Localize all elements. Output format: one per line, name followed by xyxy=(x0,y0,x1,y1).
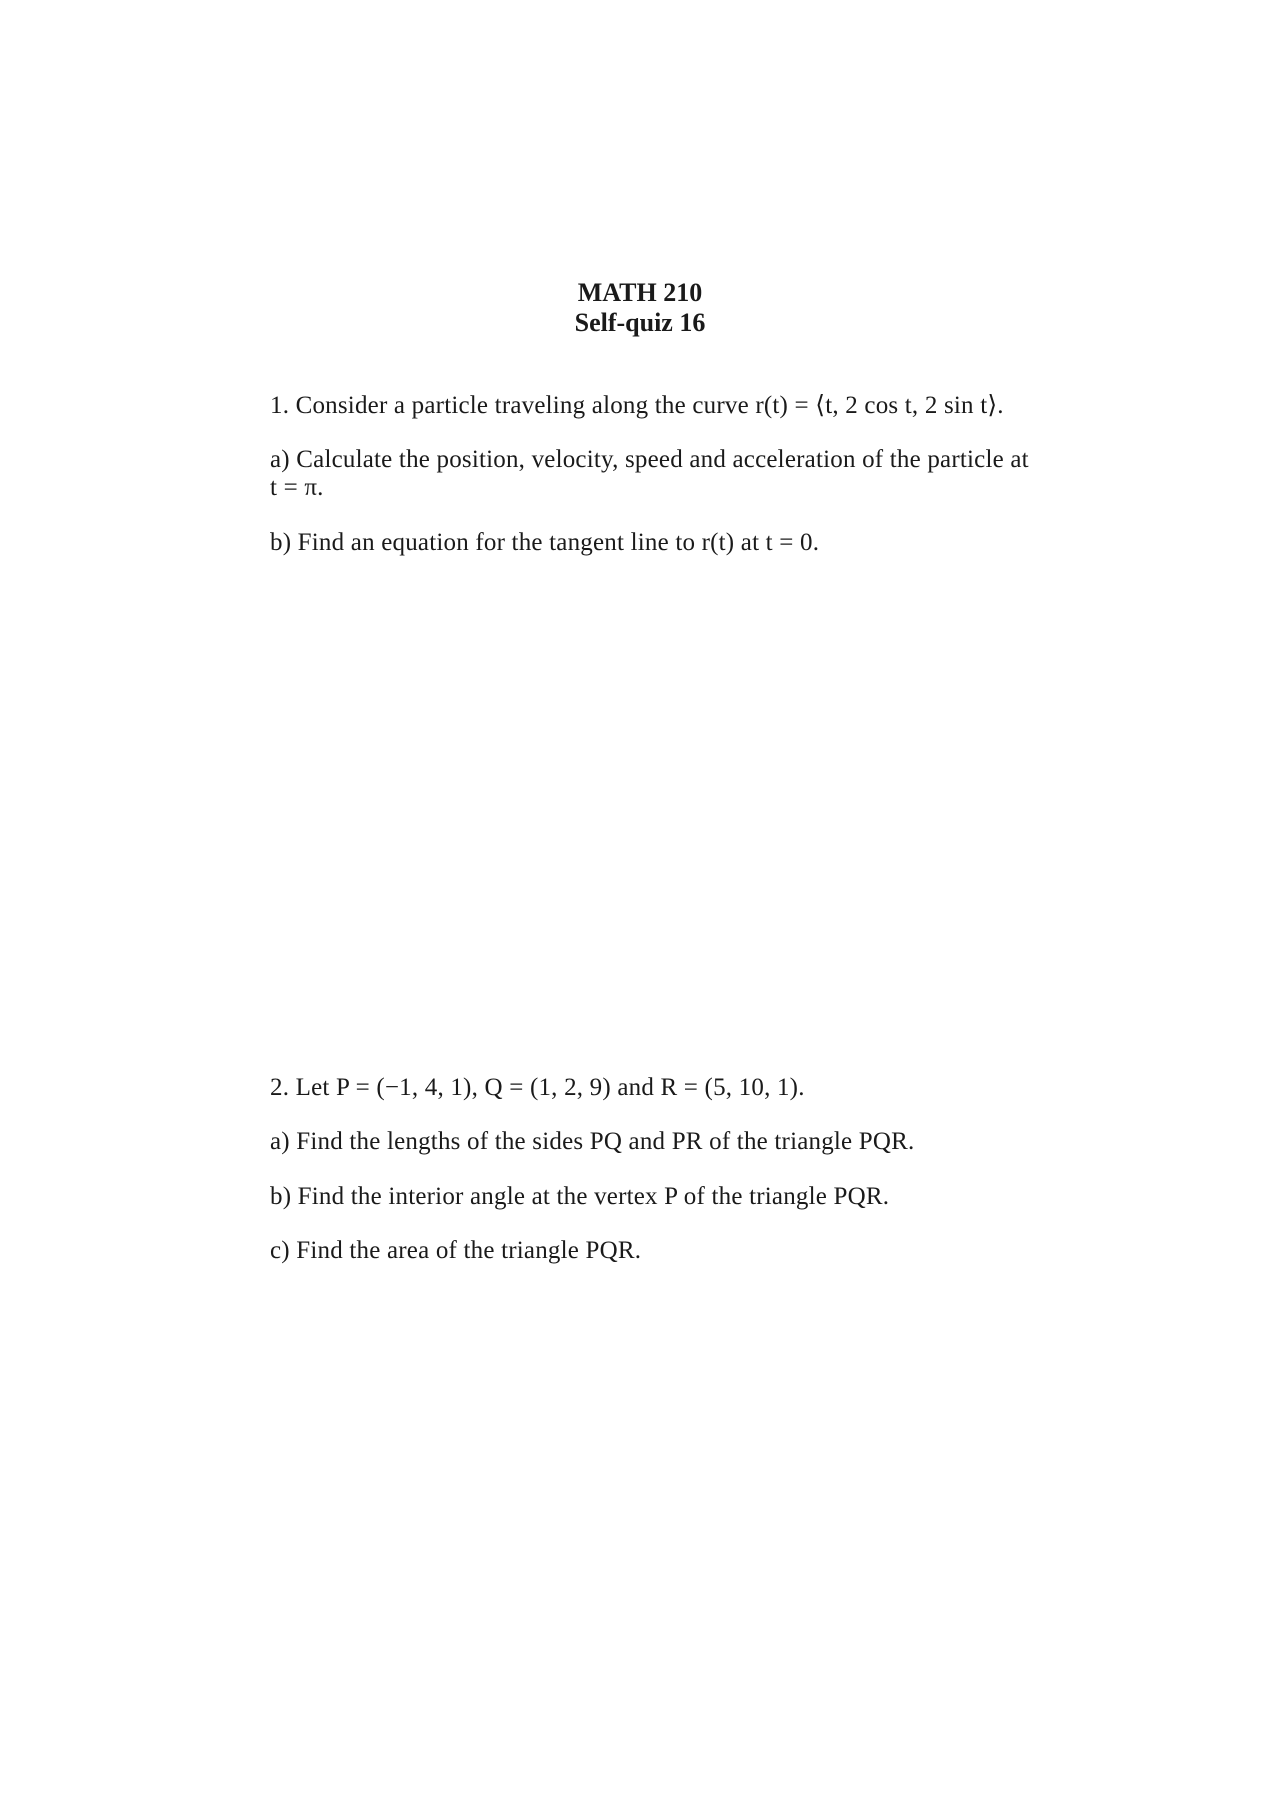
problem-2-part-c: c) Find the area of the triangle PQR. xyxy=(270,1237,642,1264)
problem-2-part-a: a) Find the lengths of the sides PQ and PR of the triangle PQR. xyxy=(270,1128,915,1155)
problem-1-part-a-line-1: a) Calculate the position, velocity, speed and acceleration of the particle at xyxy=(270,446,1029,473)
problem-1-part-a-line-2: t = π. xyxy=(270,474,324,501)
problem-1-part-a xyxy=(270,446,1050,502)
problem-2-part-b: b) Find the interior angle at the vertex P of the triangle PQR. xyxy=(270,1183,890,1210)
problem-1-part-b: b) Find an equation for the tangent line to r(t) at t = 0. xyxy=(270,529,820,556)
problem-1-intro: 1. Consider a particle traveling along the curve r(t) = ⟨t, 2 cos t, 2 sin t⟩. xyxy=(270,392,1004,419)
problem-2-intro: 2. Let P = (−1, 4, 1), Q = (1, 2, 9) and R = (5, 10, 1). xyxy=(270,1074,805,1101)
title-block xyxy=(0,278,1280,338)
quiz-title: Self-quiz 16 xyxy=(574,308,706,337)
course-title: MATH 210 xyxy=(577,278,703,307)
